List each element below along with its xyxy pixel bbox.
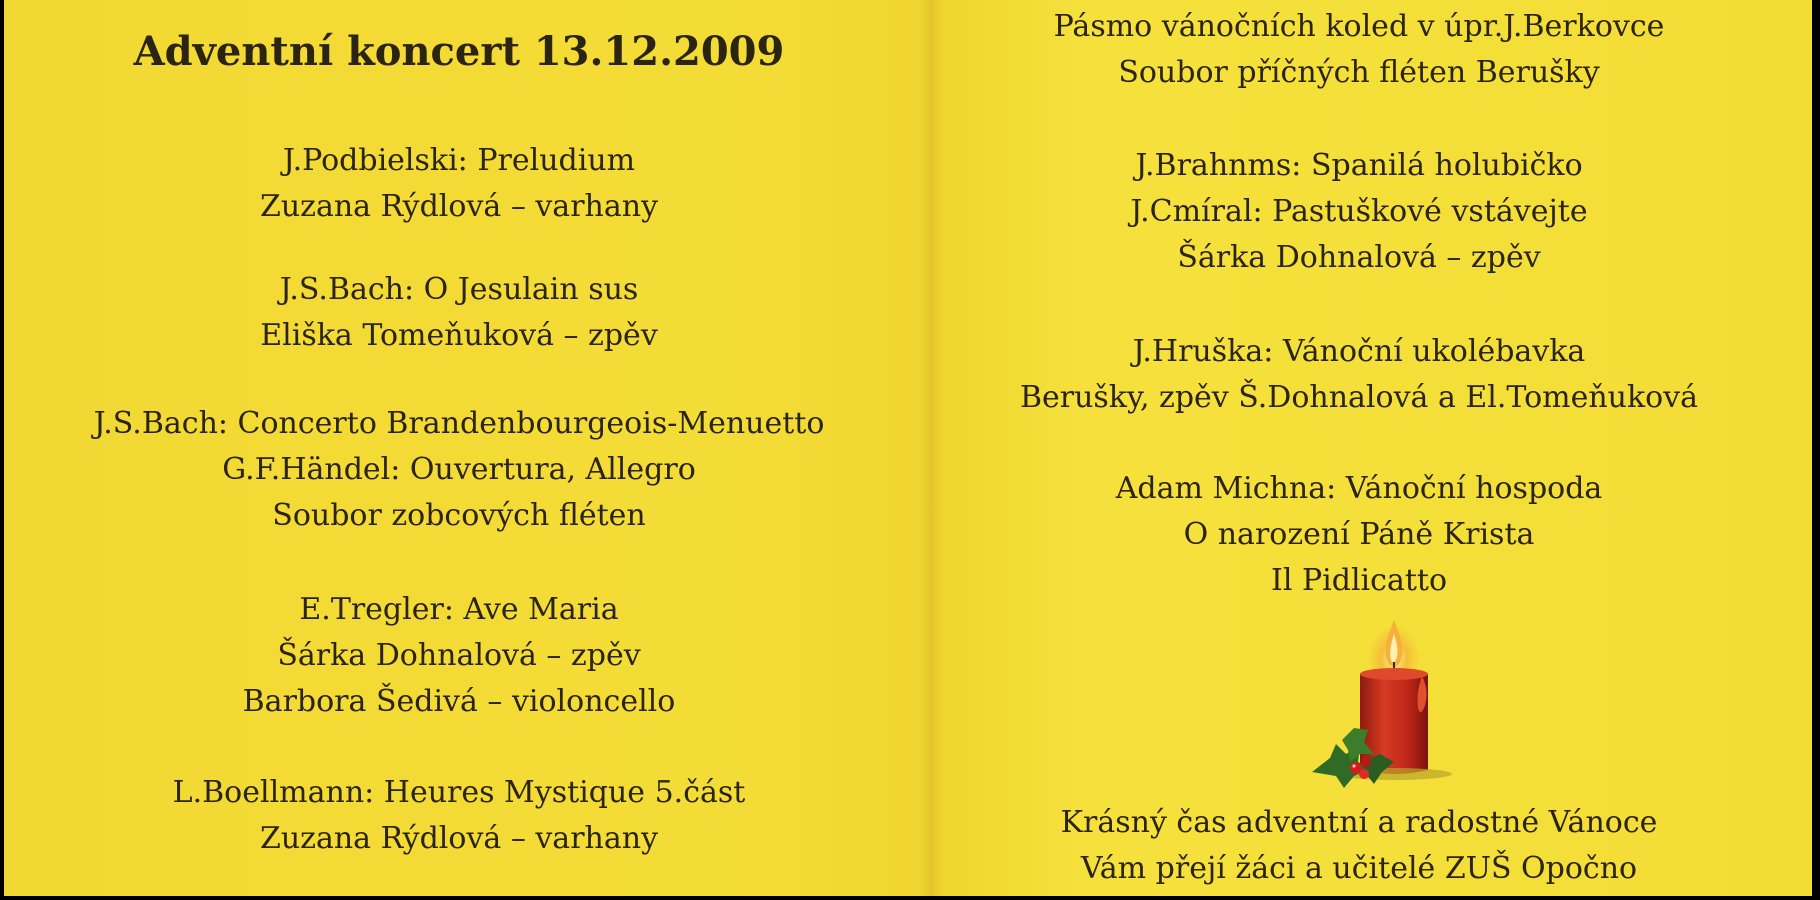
performer-line: Il Pidlicatto	[1270, 563, 1447, 598]
piece-line: E.Tregler: Ave Maria	[299, 592, 619, 627]
program-item	[64, 267, 854, 359]
piece-line: G.F.Händel: Ouvertura, Allegro	[222, 452, 696, 487]
candle-with-holly-icon	[1302, 612, 1462, 792]
concert-program-sheet	[4, 0, 1812, 896]
piece-line: Adam Michna: Vánoční hospoda	[1115, 471, 1603, 506]
performer-line: Berušky, zpěv Š.Dohnalová a El.Tomeňuková	[1019, 380, 1699, 415]
greeting-line: Vám přejí žáci a učitelé ZUŠ Opočno	[1080, 851, 1638, 886]
piece-line: J.Brahnms: Spanilá holubičko	[1135, 148, 1583, 183]
greeting-line: Krásný čas adventní a radostné Vánoce	[1060, 805, 1658, 840]
performer-line: Šárka Dohnalová – zpěv	[277, 638, 641, 673]
piece-line: J.Podbielski: Preludium	[282, 143, 636, 178]
piece-line: L.Boellmann: Heures Mystique 5.část	[172, 775, 746, 810]
program-item	[979, 4, 1739, 96]
performer-line: Soubor zobcových fléten	[272, 498, 646, 533]
closing-greeting	[979, 800, 1739, 892]
program-item	[979, 466, 1739, 604]
piece-line: J.S.Bach: O Jesulain sus	[279, 272, 639, 307]
program-item	[64, 138, 854, 230]
piece-line: J.Cmíral: Pastuškové vstávejte	[1130, 194, 1588, 229]
piece-line: J.Hruška: Vánoční ukolébavka	[1132, 334, 1586, 369]
performer-line: Soubor příčných fléten Berušky	[1118, 55, 1600, 90]
program-item	[979, 143, 1739, 281]
piece-line: O narození Páně Krista	[1183, 517, 1535, 552]
program-item	[64, 401, 854, 539]
performer-line: Šárka Dohnalová – zpěv	[1177, 240, 1541, 275]
program-item	[64, 770, 854, 862]
program-item	[979, 329, 1739, 421]
program-title: Adventní koncert 13.12.2009	[133, 28, 785, 75]
performer-line: Zuzana Rýdlová – varhany	[259, 189, 659, 224]
performer-line: Eliška Tomeňuková – zpěv	[260, 318, 658, 353]
performer-line: Barbora Šedivá – violoncello	[242, 684, 676, 719]
page-fold	[919, 0, 943, 896]
performer-line: Zuzana Rýdlová – varhany	[259, 821, 659, 856]
piece-line: J.S.Bach: Concerto Brandenbourgeois-Menuetto	[93, 406, 825, 441]
piece-line: Pásmo vánočních koled v úpr.J.Berkovce	[1053, 9, 1665, 44]
program-item	[64, 587, 854, 725]
